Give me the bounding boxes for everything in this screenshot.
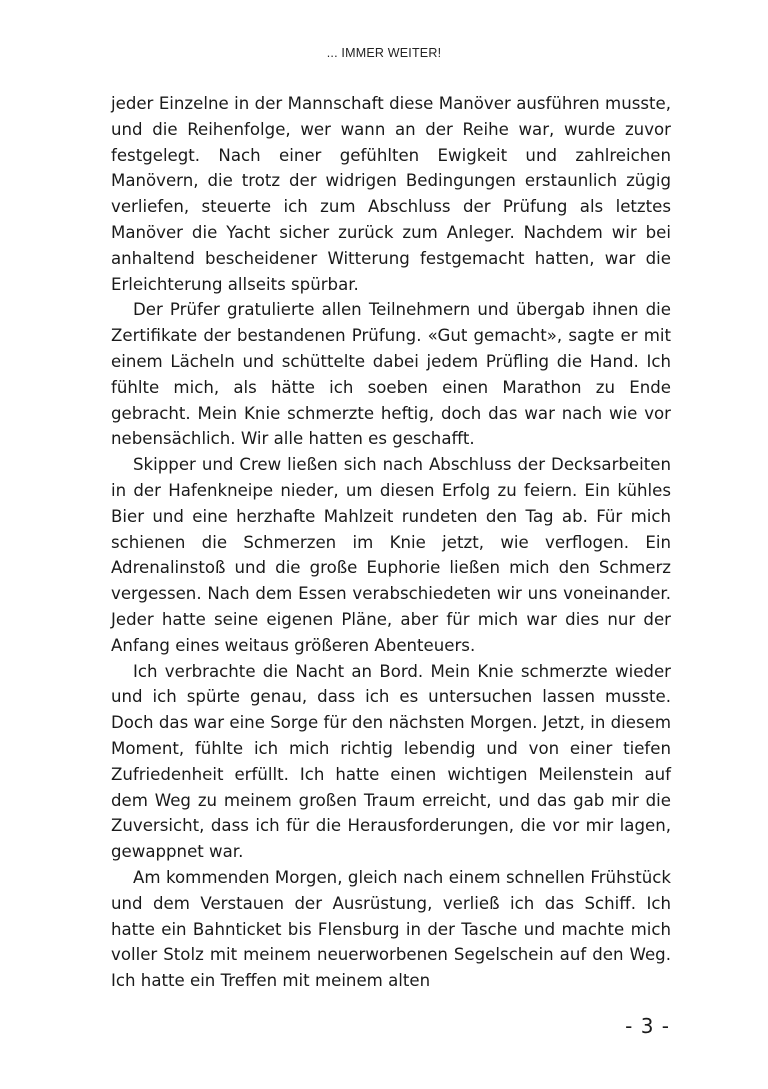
running-header: ... IMMER WEITER! xyxy=(326,46,442,60)
page-number: - 3 - xyxy=(625,1014,670,1038)
paragraph: Am kommenden Morgen, gleich nach einem schnellen Frühstück und dem Verstauen der Ausrüstung, verließ ich das Schiff. Ich hatte ein Bahnticket bis Flensburg in der Tasche und machte mich voller Stolz mit meinem neuerworbenen Segelschein auf den Weg. Ich hatte ein Treffen mit meinem alten xyxy=(111,867,671,991)
paragraph: Der Prüfer gratulierte allen Teilnehmern und übergab ihnen die Zertifikate der bestandenen Prüfung. «Gut gemacht», sagte er mit einem Lächeln und schüttelte dabei jedem Prüfling die Hand. Ich fühlte mich, als hätte ich soeben einen Marathon zu Ende gebracht. Mein Knie schmerzte heftig, doch das war nach wie vor nebensächlich. Wir alle hatten es geschafft. xyxy=(111,300,671,449)
paragraph: Ich verbrachte die Nacht an Bord. Mein Knie schmerzte wieder und ich spürte genau, dass ich es untersuchen lassen musste. Doch das war eine Sorge für den nächsten Morgen. Jetzt, in diesem Moment, fühlte ich mich richtig lebendig und von einer tiefen Zufriedenheit erfüllt. Ich hatte einen wichtigen Meilenstein auf dem Weg zu meinem großen Traum erreicht, und das gab mir die Zuversicht, dass ich für die Herausforderungen, die vor mir lagen, gewappnet war. xyxy=(111,661,671,862)
body-text xyxy=(111,91,671,994)
paragraph-continuation: jeder Einzelne in der Mannschaft diese Manöver ausführen musste, und die Reihenfolge, wer wann an der Reihe war, wurde zuvor festgelegt. Nach einer gefühlten Ewigkeit und zahlreichen Manövern, die trotz der widrigen Bedingungen erstaunlich zügig verliefen, steuerte ich zum Abschluss der Prüfung als letztes Manöver die Yacht sicher zurück zum Anleger. Nachdem wir bei anhaltend bescheidener Witterung festgemacht hatten, war die Erleichterung allseits spürbar. xyxy=(111,94,671,294)
paragraph: Skipper und Crew ließen sich nach Abschluss der Decksarbeiten in der Hafenkneipe nieder, um diesen Erfolg zu feiern. Ein kühles Bier und eine herzhafte Mahlzeit rundeten den Tag ab. Für mich schienen die Schmerzen im Knie jetzt, wie verflogen. Ein Adrenalinstoß und die große Euphorie ließen mich den Schmerz vergessen. Nach dem Essen verabschiedeten wir uns voneinander. Jeder hatte seine eigenen Pläne, aber für mich war dies nur der Anfang eines weitaus größeren Abenteuers. xyxy=(111,455,671,655)
